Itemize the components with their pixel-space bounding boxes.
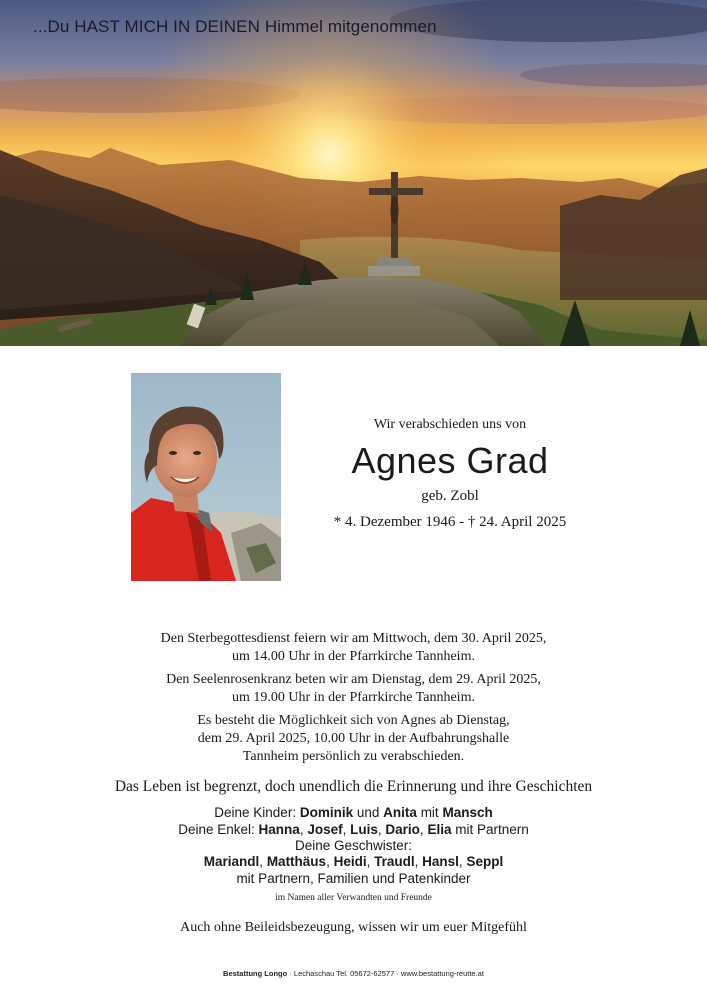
rosary-text [0, 671, 707, 707]
footer-website[interactable]: www.bestattung-reutte.at [400, 969, 484, 978]
viewing-line-3: Tannheim persönlich zu verabschieden. [242, 749, 465, 764]
sibling-name: Mariandl [203, 854, 260, 869]
viewing-text [0, 712, 707, 766]
siblings-label: Deine Geschwister: [294, 838, 413, 853]
footer-separator: · [289, 969, 292, 978]
footer [0, 969, 707, 978]
grandchild-name: Hanna [258, 822, 300, 837]
child-partner-name: Mansch [442, 805, 493, 820]
grandchild-name: Elia [427, 822, 452, 837]
footer-phone: Tel. 05672-62577 [336, 969, 395, 978]
siblings-suffix: mit Partnern, Familien und Patenkinder [236, 871, 471, 886]
children-label: Deine Kinder: [214, 805, 297, 820]
farewell-intro: Wir verabschieden uns von [373, 417, 527, 432]
viewing-line-1: Es besteht die Möglichkeit sich von Agnes ab Dienstag, [197, 713, 510, 728]
funeral-service-line-1: Den Sterbegottesdienst feiern wir am Mittwoch, dem 30. April 2025, [160, 631, 547, 646]
life-dates: * 4. Dezember 1946 - † 24. April 2025 [333, 514, 567, 530]
family-siblings: Mariandl, Matthäus, Heidi, Traudl, Hansl, Seppl [203, 854, 504, 869]
footer-location: Lechaschau [293, 969, 335, 978]
sibling-name: Seppl [466, 854, 504, 869]
portrait-illustration [131, 373, 281, 581]
child-name: Dominik [299, 805, 354, 820]
family-grandchildren: Deine Enkel: Hanna, Josef, Luis, Dario, Elia mit Partnern [178, 822, 529, 837]
mountain-sunset-cross-illustration [0, 0, 707, 346]
sibling-name: Traudl [374, 854, 415, 869]
birth-name: geb. Zobl [421, 488, 479, 504]
deceased-name: Agnes Grad [351, 440, 549, 481]
closing-text: Auch ohne Beileidsbezeugung, wissen wir um euer Mitgefühl [180, 920, 527, 935]
child-name: Anita [383, 805, 417, 820]
header-landscape-photo [0, 0, 707, 346]
sibling-name: Hansl [422, 854, 459, 869]
grandchild-name: Dario [385, 822, 420, 837]
motto-text: Das Leben ist begrenzt, doch unendlich die Erinnerung und ihre Geschichten [114, 778, 593, 795]
portrait-photo [131, 373, 281, 581]
sibling-name: Heidi [333, 854, 367, 869]
conjunction: mit [420, 805, 439, 820]
conjunction: und [356, 805, 380, 820]
grandchildren-label: Deine Enkel: [178, 822, 255, 837]
footer-separator: · [396, 969, 399, 978]
rosary-line-2: um 19.00 Uhr in der Pfarrkirche Tannheim. [232, 690, 475, 705]
sibling-name: Matthäus [266, 854, 327, 869]
viewing-line-2: dem 29. April 2025, 10.00 Uhr in der Aufbahrungshalle [197, 731, 510, 746]
header-quote: ...Du HAST MICH IN DEINEN Himmel mitgenommen [33, 17, 437, 36]
footer-company: Bestattung Longo [223, 969, 288, 978]
grandchildren-suffix: mit Partnern [455, 822, 529, 837]
rosary-line-1: Den Seelenrosenkranz beten wir am Dienstag, dem 29. April 2025, [166, 672, 541, 687]
funeral-service-text [0, 630, 707, 666]
family-children [0, 805, 707, 821]
grandchild-name: Josef [307, 822, 343, 837]
grandchild-name: Luis [350, 822, 378, 837]
funeral-service-line-2: um 14.00 Uhr in der Pfarrkirche Tannheim. [232, 649, 475, 664]
relatives-note: im Namen aller Verwandten und Freunde [275, 893, 432, 903]
